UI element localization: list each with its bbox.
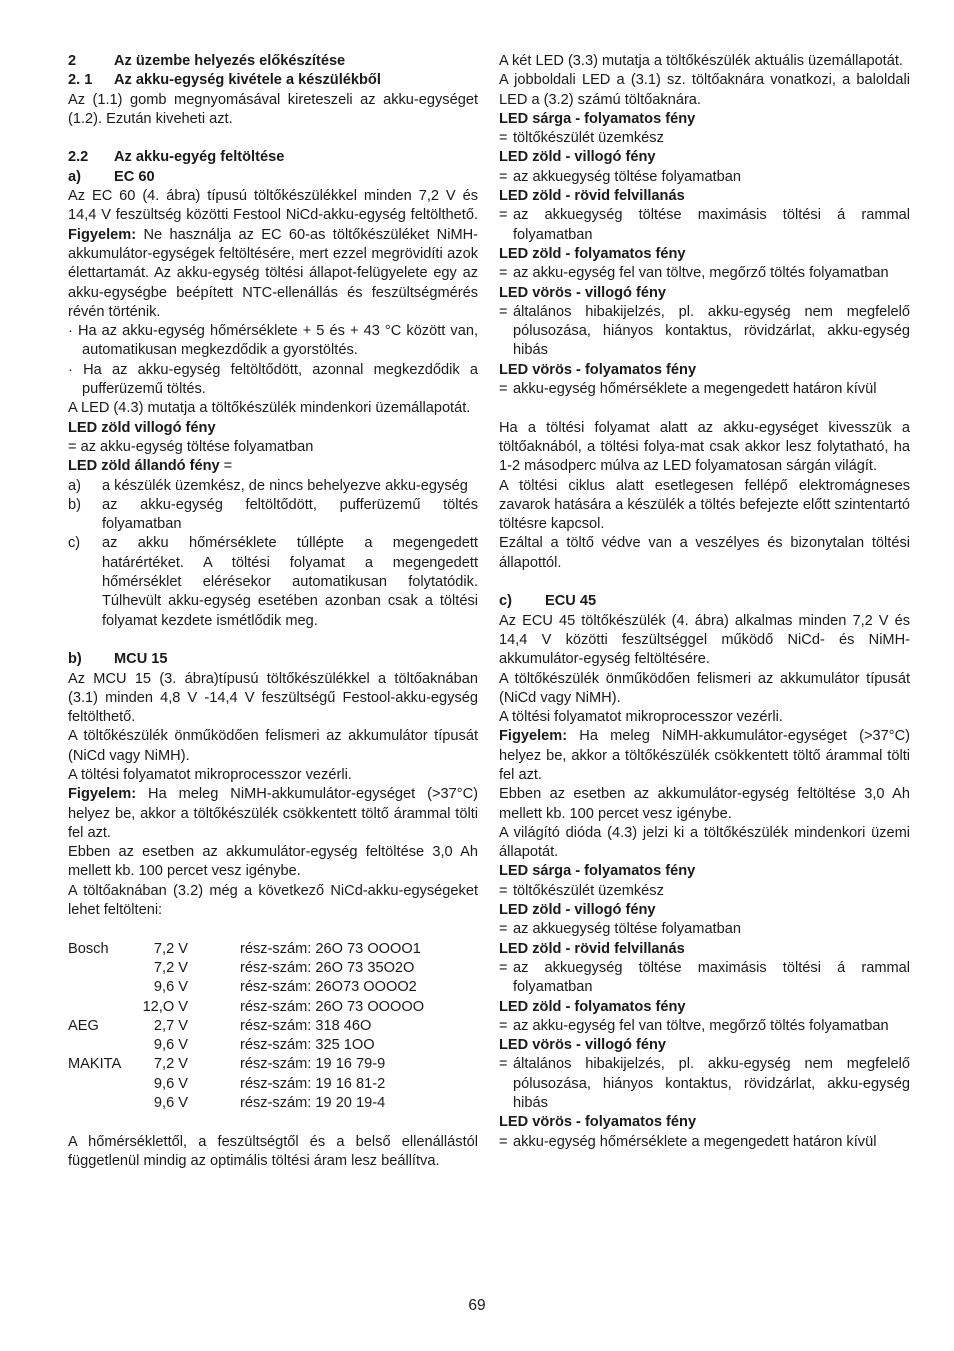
paragraph: Figyelem: Ha meleg NiMH-akkumulátor-egységet (>37°C) helyez be, akkor a töltőkészülék csökkentett töltő árammal tölti fel azt. xyxy=(68,786,478,841)
voltage-cell: 9,6 V xyxy=(153,979,188,996)
led-heading: LED sárga - folyamatos fény xyxy=(499,110,696,127)
part-number-cell: rész-szám: 19 16 81-2 xyxy=(240,1075,386,1092)
paragraph: A töltőaknában (3.2) még a következő NiCd-akku-egységeket lehet feltölteni: xyxy=(68,882,478,919)
subsection-heading: 2. 1 Az akku-egység kivétele a készülékből xyxy=(68,72,381,89)
led-heading: LED zöld - rövid felvillanás xyxy=(499,188,685,205)
table-row xyxy=(68,940,424,959)
paragraph: Az EC 60 (4. ábra) típusú töltőkészülékkel minden 7,2 V és 14,4 V feszültség közötti Festool NiCd-akku-egység feltölthető. Figyelem: Ne használja az EC 60-as töltőkészüléket NiMH-akkumulátor-egységek feltöltésére, mert ezzel megrövidíti azok élettartamát. Az akku-egység töltési állapot-felügyelete egy az akku-egységbe beépített NTC-ellenállás és feszültségmérés révén történik. xyxy=(68,188,478,320)
led-description xyxy=(499,303,910,361)
part-number-cell: rész-szám: 318 46O xyxy=(240,1017,372,1034)
table-row xyxy=(68,978,424,997)
equals-marker: = xyxy=(499,882,508,899)
section-heading: 2 Az üzembe helyezés előkészítése xyxy=(68,53,346,69)
brand-cell: AEG xyxy=(68,1017,99,1034)
led-description xyxy=(499,959,910,998)
paragraph: Ha a töltési folyamat alatt az akku-egységet kivesszük a töltőaknából, a töltési folya-mat csak akkor lesz folytatható, ha 1-2 másodperc múlva az LED folyamatosan sárgán világít. xyxy=(499,419,910,475)
led-description-text: az akkuegység töltése maximásis töltési á rammal folyamatban xyxy=(513,959,910,996)
right-column xyxy=(499,52,910,1152)
part-number-cell: rész-szám: 19 20 19-4 xyxy=(240,1095,386,1112)
led-description xyxy=(499,129,910,148)
equals-marker: = xyxy=(499,130,508,147)
paragraph: A töltési folyamatot mikroprocesszor vezérli. xyxy=(68,766,352,783)
part-number-cell: rész-szám: 26O 73 OOOO1 xyxy=(240,940,421,957)
led-description xyxy=(499,882,910,901)
led-description-text: általános hibakijelzés, pl. akku-egység nem megfelelő pólusozása, hiányos kontaktus, rövidzárlat, akku-egység hibás xyxy=(513,1056,910,1112)
part-number-cell: rész-szám: 26O 73 35O2O xyxy=(240,959,415,976)
led-description xyxy=(499,1055,910,1113)
table-row xyxy=(68,1036,424,1055)
equals-marker: = xyxy=(499,1017,508,1034)
equals-marker: = xyxy=(499,303,508,320)
list-marker: b) xyxy=(68,496,81,513)
led-description-text: az akkuegység töltése folyamatban xyxy=(513,921,741,938)
led-heading: LED zöld állandó fény = xyxy=(68,458,233,475)
voltage-cell: 9,6 V xyxy=(153,1037,188,1054)
led-description xyxy=(499,380,910,399)
led-description xyxy=(499,1133,910,1152)
led-heading: LED zöld - folyamatos fény xyxy=(499,998,686,1015)
led-description xyxy=(499,206,910,245)
equals-marker: = xyxy=(499,1056,508,1073)
list-marker: a) xyxy=(68,477,81,494)
voltage-cell: 7,2 V xyxy=(153,959,188,976)
brand-cell xyxy=(68,1094,128,1113)
led-heading: LED vörös - folyamatos fény xyxy=(499,1114,697,1131)
bullet-item: · Ha az akku-egység hőmérséklete + 5 és + 43 °C között van, automatikusan megkezdődik a gyorstöltés. xyxy=(68,323,478,359)
led-heading: LED vörös - folyamatos fény xyxy=(499,361,697,378)
list-item xyxy=(68,534,478,630)
table-row xyxy=(68,959,424,978)
brand-cell: Bosch xyxy=(68,940,109,957)
led-heading: LED zöld - villogó fény xyxy=(499,149,656,166)
voltage-cell: 9,6 V xyxy=(153,1095,188,1112)
led-status-list xyxy=(499,862,910,1151)
led-description-text: az akkuegység töltése maximásis töltési á rammal folyamatban xyxy=(513,207,910,243)
led-description xyxy=(499,264,910,283)
table-row xyxy=(68,1055,424,1074)
paragraph: A két LED (3.3) mutatja a töltőkészülék aktuális üzemállapotát. xyxy=(499,53,903,69)
led-description-text: általános hibakijelzés, pl. akku-egység nem megfelelő pólusozása, hiányos kontaktus, rövidzárlat, akku-egység hibás xyxy=(513,303,910,359)
list-text: a készülék üzemkész, de nincs behelyezve akku-egység xyxy=(102,477,468,494)
led-heading: LED vörös - villogó fény xyxy=(499,284,667,301)
paragraph: Az (1.1) gomb megnyomásával kireteszeli az akku-egységet (1.2). Ezután kiveheti azt. xyxy=(68,91,478,127)
bullet-item: · Ha az akku-egység feltöltődött, azonnal megkezdődik a pufferüzemű töltés. xyxy=(68,361,478,398)
table-row xyxy=(68,1094,424,1113)
equals-marker: = xyxy=(499,921,508,938)
condition-list xyxy=(68,477,478,631)
brand-cell xyxy=(68,978,128,997)
brand-cell xyxy=(68,959,128,978)
equals-marker: = xyxy=(499,1133,508,1150)
paragraph: Az MCU 15 (3. ábra)típusú töltőkészülékkel a töltőaknában (3.1) minden 4,8 V -14,4 V feszültségű Festool-akku-egység feltölthető. xyxy=(68,670,478,726)
voltage-cell: 7,2 V xyxy=(153,940,188,957)
list-text: az akku hőmérséklete túllépte a megengedett határértéket. A töltési folyamat a megengedett hőmérséklet elérésekor automatikusan folytatódik. Túlhevült akku-egység esetében azonban csak a töltési folyamat kezdete ismétlődik meg. xyxy=(102,535,478,629)
led-description-text: az akku-egység fel van töltve, megőrző töltés folyamatban xyxy=(513,265,889,282)
paragraph: A jobboldali LED a (3.1) sz. töltőaknára vonatkozi, a baloldali LED a (3.2) számú töltőaknára. xyxy=(499,72,910,108)
led-description xyxy=(499,1017,910,1036)
equals-marker: = xyxy=(499,265,508,282)
led-description-text: akku-egység hőmérséklete a megengedett határon kívül xyxy=(513,1133,877,1150)
subsection-heading: c) ECU 45 xyxy=(499,593,597,610)
table-row xyxy=(68,1017,424,1036)
led-description-text: akku-egység hőmérséklete a megengedett határon kívül xyxy=(513,381,877,398)
left-column xyxy=(68,52,478,1171)
voltage-cell: 9,6 V xyxy=(153,1075,188,1092)
led-heading: LED sárga - folyamatos fény xyxy=(499,863,696,880)
led-heading: LED zöld - folyamatos fény xyxy=(499,245,686,262)
led-description-text: az akku-egység fel van töltve, megőrző töltés folyamatban xyxy=(513,1017,889,1034)
paragraph: Ebben az esetben az akkumulátor-egység feltöltése 3,0 Ah mellett kb. 100 percet vesz igénybe. xyxy=(499,786,910,822)
paragraph: A töltési ciklus alatt esetlegesen fellépő elektromágneses zavarok hatására a készülék a töltés befejezte előtt szintentartó töltésre kapcsol. xyxy=(499,477,910,533)
paragraph: A hőmérséklettől, a feszültségtől és a belső ellenállástól függetlenül mindig az optimális töltési áram lesz beállítva. xyxy=(68,1133,478,1169)
paragraph: Ebben az esetben az akkumulátor-egység feltöltése 3,0 Ah mellett kb. 100 percet vesz igénybe. xyxy=(68,844,478,880)
table-row xyxy=(68,1075,424,1094)
list-text: az akku-egység feltöltődött, pufferüzemű töltés folyamatban xyxy=(102,496,478,533)
equals-marker: = xyxy=(499,168,508,185)
equals-marker: = xyxy=(499,381,508,398)
brand-cell xyxy=(68,998,128,1017)
paragraph: A töltőkészülék önműködően felismeri az akkumulátor típusát (NiCd vagy NiMH). xyxy=(499,670,910,706)
subsection-heading: 2.2 Az akku-egyég feltöltése xyxy=(68,149,285,166)
part-number-cell: rész-szám: 325 1OO xyxy=(240,1037,375,1054)
led-description-text: töltőkészülét üzemkész xyxy=(513,882,664,899)
led-description: = az akku-egység töltése folyamatban xyxy=(68,438,314,455)
paragraph: Az ECU 45 töltőkészülék (4. ábra) alkalmas minden 7,2 V és 14,4 V közötti feszültséggel működő NiCd- és NiMH-akkumulátor-egység feltöltésére. xyxy=(499,612,910,668)
part-number-cell: rész-szám: 26O 73 OOOOO xyxy=(240,998,425,1015)
led-description-text: az akkuegység töltése folyamatban xyxy=(513,168,741,185)
equals-marker: = xyxy=(499,207,508,224)
paragraph: A LED (4.3) mutatja a töltőkészülék mindenkori üzemállapotát. xyxy=(68,400,471,417)
paragraph: A töltési folyamatot mikroprocesszor vezérli. xyxy=(499,709,783,726)
voltage-cell: 7,2 V xyxy=(153,1056,188,1073)
paragraph: Ezáltal a töltő védve van a veszélyes és bizonytalan töltési állapottól. xyxy=(499,535,910,571)
parts-table xyxy=(68,940,424,1114)
led-status-list xyxy=(499,110,910,399)
table-row xyxy=(68,998,424,1017)
list-marker: c) xyxy=(68,535,81,552)
subsection-heading: b) MCU 15 xyxy=(68,651,168,668)
paragraph: A töltőkészülék önműködően felismeri az akkumulátor típusát (NiCd vagy NiMH). xyxy=(68,728,478,764)
led-heading: LED vörös - villogó fény xyxy=(499,1037,667,1054)
subsection-heading: a) EC 60 xyxy=(68,168,155,185)
list-item xyxy=(68,477,478,496)
paragraph: A világító dióda (4.3) jelzi ki a töltőkészülék mindenkori üzemi állapotát. xyxy=(499,824,910,861)
brand-cell xyxy=(68,1075,128,1094)
voltage-cell: 2,7 V xyxy=(153,1017,188,1034)
led-description xyxy=(499,920,910,939)
equals-marker: = xyxy=(499,959,508,976)
list-item xyxy=(68,496,478,535)
led-heading: LED zöld villogó fény xyxy=(68,419,216,436)
paragraph: Figyelem: Ha meleg NiMH-akkumulátor-egységet (>37°C) helyez be, akkor a töltőkészülék csökkentett töltő árammal tölti fel azt. xyxy=(499,728,910,783)
voltage-cell: 12,O V xyxy=(142,998,188,1015)
brand-cell: MAKITA xyxy=(68,1056,122,1073)
led-description xyxy=(499,168,910,187)
led-description-text: töltőkészülét üzemkész xyxy=(513,130,664,147)
part-number-cell: rész-szám: 19 16 79-9 xyxy=(240,1056,386,1073)
part-number-cell: rész-szám: 26O73 OOOO2 xyxy=(240,979,417,996)
led-heading: LED zöld - villogó fény xyxy=(499,902,656,919)
led-heading: LED zöld - rövid felvillanás xyxy=(499,940,685,957)
page-number: 69 xyxy=(468,1297,486,1314)
brand-cell xyxy=(68,1036,128,1055)
